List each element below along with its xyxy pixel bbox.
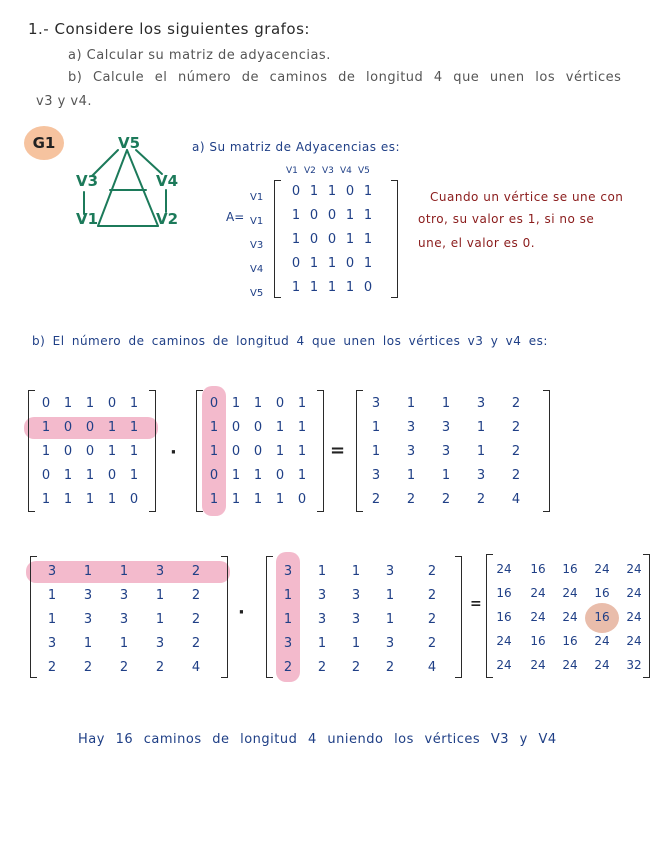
col-header: V1 bbox=[286, 166, 298, 176]
step1-matrix-right-cell: 0 bbox=[275, 396, 285, 411]
col-header: V2 bbox=[304, 166, 316, 176]
step2-result-cell: 24 bbox=[562, 658, 578, 672]
step1-result-bracket-right bbox=[543, 390, 550, 512]
adjacency-matrix-grid-cell: 1 bbox=[345, 232, 355, 247]
step2-result-cell: 24 bbox=[594, 658, 610, 672]
row-header: V1 bbox=[250, 192, 264, 203]
step1-matrix-left-cell: 1 bbox=[107, 420, 117, 435]
step2-result-cell: 24 bbox=[496, 634, 512, 648]
step1-dot: · bbox=[170, 442, 177, 463]
step1-result-cell: 3 bbox=[406, 420, 416, 435]
step1-matrix-right-cell: 1 bbox=[297, 396, 307, 411]
step1-matrix-left-cell: 0 bbox=[41, 396, 51, 411]
edge-v5-v2 bbox=[127, 150, 158, 226]
step2-matrix-left-bracket-right bbox=[221, 556, 228, 678]
step2-matrix-right-cell: 3 bbox=[385, 564, 395, 579]
step1-matrix-right-cell: 1 bbox=[231, 468, 241, 483]
step1-matrix-right-cell: 0 bbox=[253, 420, 263, 435]
step1-matrix-left-cell: 1 bbox=[107, 492, 117, 507]
step2-result-cell: 16 bbox=[594, 586, 610, 600]
step1-matrix-left-cell: 1 bbox=[129, 396, 139, 411]
step2-matrix-right-cell: 3 bbox=[385, 636, 395, 651]
step2-matrix-left-bracket-left bbox=[30, 556, 37, 678]
step1-result-cell: 2 bbox=[406, 492, 416, 507]
edge-v5-v4 bbox=[136, 150, 162, 174]
step2-matrix-left-cell: 3 bbox=[155, 636, 165, 651]
adjacency-matrix-grid-bracket-right bbox=[391, 180, 398, 298]
step1-matrix-right-cell: 0 bbox=[209, 468, 219, 483]
step1-matrix-right-cell: 1 bbox=[253, 468, 263, 483]
step1-result-cell: 1 bbox=[371, 444, 381, 459]
step2-result-cell: 16 bbox=[530, 634, 546, 648]
step1-matrix-left-cell: 1 bbox=[107, 444, 117, 459]
step1-matrix-right-cell: 0 bbox=[275, 468, 285, 483]
answer-b-heading: b) El número de caminos de longitud 4 que unen los vértices v3 y v4 es: bbox=[32, 334, 548, 348]
problem-title: 1.- Considere los siguientes grafos: bbox=[28, 20, 310, 38]
step2-matrix-left-cell: 3 bbox=[83, 612, 93, 627]
step1-matrix-left-cell: 0 bbox=[63, 444, 73, 459]
step1-result-cell: 2 bbox=[511, 420, 521, 435]
adjacency-matrix-grid-cell: 1 bbox=[363, 208, 373, 223]
adjacency-matrix-grid-cell: 1 bbox=[327, 184, 337, 199]
adjacency-matrix-grid-cell: 1 bbox=[363, 256, 373, 271]
conclusion: Hay 16 caminos de longitud 4 uniendo los vértices V3 y V4 bbox=[78, 732, 557, 747]
step1-matrix-left-cell: 1 bbox=[41, 420, 51, 435]
row-header: V1 bbox=[250, 216, 264, 227]
note-line1: Cuando un vértice se une con bbox=[430, 190, 624, 204]
step2-matrix-right-cell: 3 bbox=[283, 564, 293, 579]
col-header: V4 bbox=[340, 166, 352, 176]
step1-matrix-right-cell: 1 bbox=[253, 492, 263, 507]
step2-matrix-right-cell: 2 bbox=[427, 588, 437, 603]
step1-matrix-right-cell: 0 bbox=[253, 444, 263, 459]
step2-matrix-right-bracket-right bbox=[455, 556, 462, 678]
step1-matrix-right-cell: 1 bbox=[209, 492, 219, 507]
step2-result-cell: 16 bbox=[530, 562, 546, 576]
note-line3: une, el valor es 0. bbox=[418, 236, 536, 250]
step2-matrix-right-cell: 2 bbox=[317, 660, 327, 675]
step1-result bbox=[356, 390, 550, 512]
step2-matrix-left-cell: 3 bbox=[83, 588, 93, 603]
step2-matrix-right bbox=[266, 556, 462, 678]
step1-matrix-left-cell: 1 bbox=[63, 396, 73, 411]
vertex-v5: V5 bbox=[118, 134, 141, 152]
adjacency-matrix-grid-cell: 1 bbox=[327, 280, 337, 295]
adjacency-matrix-grid-cell: 0 bbox=[291, 184, 301, 199]
step1-matrix-left-cell: 0 bbox=[85, 420, 95, 435]
step1-matrix-right-cell: 0 bbox=[209, 396, 219, 411]
step2-matrix-right-cell: 3 bbox=[317, 612, 327, 627]
step2-result-cell: 24 bbox=[626, 634, 642, 648]
step1-matrix-left-cell: 0 bbox=[129, 492, 139, 507]
step2-result-cell: 24 bbox=[626, 586, 642, 600]
step2-result-cell: 16 bbox=[496, 610, 512, 624]
step2-matrix-left-cell: 2 bbox=[47, 660, 57, 675]
step2-matrix-left-cell: 1 bbox=[119, 564, 129, 579]
step2-matrix-right-cell: 1 bbox=[385, 588, 395, 603]
step2-result-cell: 24 bbox=[530, 610, 546, 624]
step1-matrix-right-cell: 1 bbox=[275, 420, 285, 435]
step2-matrix-left-cell: 2 bbox=[191, 612, 201, 627]
step1-matrix-right-cell: 1 bbox=[231, 492, 241, 507]
answer-a-heading: a) Su matriz de Adyacencias es: bbox=[192, 140, 401, 154]
problem-part-a: a) Calcular su matriz de adyacencias. bbox=[68, 48, 331, 63]
step2-matrix-right-cell: 3 bbox=[351, 588, 361, 603]
step1-matrix-right-cell: 1 bbox=[297, 468, 307, 483]
step1-result-cell: 3 bbox=[441, 420, 451, 435]
step2-result-cell: 16 bbox=[562, 562, 578, 576]
adjacency-matrix-grid-cell: 1 bbox=[309, 256, 319, 271]
step1-result-cell: 2 bbox=[441, 492, 451, 507]
step2-result-cell: 24 bbox=[626, 610, 642, 624]
step2-matrix-left-cell: 2 bbox=[83, 660, 93, 675]
step2-matrix-left-cell: 3 bbox=[155, 564, 165, 579]
step1-matrix-left-cell: 0 bbox=[63, 420, 73, 435]
step2-matrix-right-cell: 3 bbox=[351, 612, 361, 627]
step2-result-cell: 24 bbox=[562, 586, 578, 600]
step1-matrix-right-bracket-right bbox=[317, 390, 324, 512]
edge-v5-v1 bbox=[98, 150, 127, 226]
step1-result-cell: 3 bbox=[406, 444, 416, 459]
step1-matrix-right-cell: 1 bbox=[297, 444, 307, 459]
row-header: V4 bbox=[250, 264, 264, 275]
step1-matrix-left-cell: 1 bbox=[129, 420, 139, 435]
row-header: V3 bbox=[250, 240, 264, 251]
step2-result-cell: 24 bbox=[496, 562, 512, 576]
step2-result-cell: 24 bbox=[594, 562, 610, 576]
vertex-v4: V4 bbox=[156, 172, 179, 190]
col-header: V5 bbox=[358, 166, 370, 176]
row-header: V5 bbox=[250, 288, 264, 299]
step2-matrix-right-cell: 2 bbox=[427, 636, 437, 651]
step2-dot: · bbox=[238, 602, 245, 623]
adjacency-matrix-grid-cell: 1 bbox=[363, 232, 373, 247]
adjacency-matrix-grid-cell: 1 bbox=[363, 184, 373, 199]
step1-matrix-right bbox=[196, 390, 324, 512]
adjacency-matrix-grid-cell: 1 bbox=[291, 280, 301, 295]
step1-equals: = bbox=[330, 440, 346, 461]
adjacency-matrix-grid-cell: 1 bbox=[309, 184, 319, 199]
step1-matrix-right-cell: 0 bbox=[231, 420, 241, 435]
step1-matrix-right-cell: 1 bbox=[209, 420, 219, 435]
step2-equals: = bbox=[470, 596, 482, 612]
step2-result-cell: 24 bbox=[496, 658, 512, 672]
step1-matrix-left bbox=[28, 390, 156, 512]
step2-result-cell: 24 bbox=[530, 586, 546, 600]
step2-result-cell: 24 bbox=[530, 658, 546, 672]
step2-matrix-left-cell: 2 bbox=[155, 660, 165, 675]
step1-matrix-left-cell: 0 bbox=[85, 444, 95, 459]
step1-matrix-left-bracket-right bbox=[149, 390, 156, 512]
step2-result-cell: 16 bbox=[496, 586, 512, 600]
step2-matrix-right-cell: 1 bbox=[317, 636, 327, 651]
step2-matrix-left bbox=[30, 556, 228, 678]
step1-matrix-left-cell: 1 bbox=[85, 492, 95, 507]
step2-result-cell: 24 bbox=[594, 634, 610, 648]
step2-matrix-right-bracket-left bbox=[266, 556, 273, 678]
adjacency-matrix-grid-cell: 0 bbox=[327, 232, 337, 247]
step1-result-cell: 3 bbox=[441, 444, 451, 459]
adjacency-matrix-grid-cell: 0 bbox=[345, 184, 355, 199]
vertex-v2: V2 bbox=[156, 210, 179, 228]
adjacency-matrix-grid-bracket-left bbox=[274, 180, 281, 298]
adjacency-matrix-grid-cell: 1 bbox=[309, 280, 319, 295]
step1-matrix-right-cell: 1 bbox=[275, 444, 285, 459]
step2-matrix-right-cell: 1 bbox=[283, 588, 293, 603]
step1-matrix-right-cell: 0 bbox=[231, 444, 241, 459]
step2-matrix-right-cell: 1 bbox=[385, 612, 395, 627]
step1-matrix-right-cell: 0 bbox=[297, 492, 307, 507]
step2-matrix-right-cell: 3 bbox=[317, 588, 327, 603]
matrix-a-label: A= bbox=[226, 210, 245, 224]
step2-result-cell: 24 bbox=[626, 562, 642, 576]
step1-result-cell: 2 bbox=[476, 492, 486, 507]
step2-matrix-left-cell: 2 bbox=[191, 564, 201, 579]
adjacency-matrix-grid-cell: 0 bbox=[291, 256, 301, 271]
adjacency-matrix-grid-cell: 0 bbox=[363, 280, 373, 295]
step2-matrix-left-cell: 1 bbox=[119, 636, 129, 651]
step2-matrix-right-cell: 2 bbox=[427, 612, 437, 627]
step1-result-bracket-left bbox=[356, 390, 363, 512]
step1-matrix-left-cell: 0 bbox=[107, 396, 117, 411]
step2-matrix-left-cell: 1 bbox=[155, 612, 165, 627]
step2-result-cell: 24 bbox=[562, 610, 578, 624]
step1-matrix-left-cell: 1 bbox=[41, 492, 51, 507]
step1-result-cell: 4 bbox=[511, 492, 521, 507]
step2-result-cell: 16 bbox=[594, 610, 610, 624]
adjacency-matrix-grid bbox=[274, 180, 398, 298]
step2-matrix-right-cell: 1 bbox=[351, 636, 361, 651]
step1-result-cell: 2 bbox=[511, 396, 521, 411]
problem-part-b-line2: v3 y v4. bbox=[36, 94, 93, 109]
step2-matrix-left-cell: 4 bbox=[191, 660, 201, 675]
step1-result-cell: 2 bbox=[371, 492, 381, 507]
step1-matrix-left-cell: 0 bbox=[107, 468, 117, 483]
step1-matrix-right-cell: 1 bbox=[297, 420, 307, 435]
step1-result-cell: 1 bbox=[476, 420, 486, 435]
step2-matrix-right-cell: 2 bbox=[283, 660, 293, 675]
step1-result-cell: 1 bbox=[406, 468, 416, 483]
col-header: V3 bbox=[322, 166, 334, 176]
adjacency-matrix-grid-cell: 1 bbox=[345, 208, 355, 223]
step1-result-cell: 1 bbox=[476, 444, 486, 459]
step2-matrix-left-cell: 1 bbox=[83, 636, 93, 651]
step1-result-cell: 1 bbox=[406, 396, 416, 411]
step1-result-cell: 3 bbox=[371, 396, 381, 411]
step2-matrix-right-cell: 4 bbox=[427, 660, 437, 675]
step2-matrix-left-cell: 3 bbox=[119, 612, 129, 627]
step1-result-cell: 1 bbox=[441, 468, 451, 483]
step2-matrix-left-cell: 3 bbox=[47, 564, 57, 579]
step1-matrix-right-cell: 1 bbox=[275, 492, 285, 507]
adjacency-matrix-grid-cell: 0 bbox=[345, 256, 355, 271]
step1-result-cell: 2 bbox=[511, 468, 521, 483]
step1-matrix-left-cell: 1 bbox=[63, 492, 73, 507]
step1-result-cell: 3 bbox=[371, 468, 381, 483]
step1-matrix-left-cell: 1 bbox=[85, 396, 95, 411]
step1-result-cell: 1 bbox=[371, 420, 381, 435]
vertex-v1: V1 bbox=[76, 210, 99, 228]
step1-matrix-left-cell: 1 bbox=[63, 468, 73, 483]
step2-matrix-right-cell: 3 bbox=[283, 636, 293, 651]
step2-result bbox=[486, 554, 650, 678]
vertex-v3: V3 bbox=[76, 172, 99, 190]
adjacency-matrix-grid-cell: 1 bbox=[291, 208, 301, 223]
step2-result-cell: 16 bbox=[562, 634, 578, 648]
note-line2: otro, su valor es 1, si no se bbox=[418, 212, 595, 226]
adjacency-matrix-grid-cell: 0 bbox=[309, 232, 319, 247]
step1-result-cell: 3 bbox=[476, 396, 486, 411]
step2-matrix-left-cell: 2 bbox=[119, 660, 129, 675]
step1-matrix-left-cell: 0 bbox=[41, 468, 51, 483]
step2-matrix-left-cell: 1 bbox=[155, 588, 165, 603]
step1-matrix-left-cell: 1 bbox=[129, 444, 139, 459]
step1-matrix-left-cell: 1 bbox=[85, 468, 95, 483]
step2-matrix-left-cell: 2 bbox=[191, 588, 201, 603]
step2-matrix-left-cell: 1 bbox=[47, 612, 57, 627]
step1-matrix-right-cell: 1 bbox=[209, 444, 219, 459]
step1-result-cell: 2 bbox=[511, 444, 521, 459]
step2-matrix-right-cell: 1 bbox=[351, 564, 361, 579]
step2-matrix-right-cell: 1 bbox=[283, 612, 293, 627]
step2-matrix-left-cell: 2 bbox=[191, 636, 201, 651]
step1-result-cell: 3 bbox=[476, 468, 486, 483]
adjacency-matrix-grid-cell: 0 bbox=[327, 208, 337, 223]
step2-matrix-left-cell: 1 bbox=[47, 588, 57, 603]
adjacency-matrix-grid-cell: 1 bbox=[345, 280, 355, 295]
graph-badge: G1 bbox=[24, 126, 64, 160]
step2-matrix-left-cell: 3 bbox=[119, 588, 129, 603]
step1-matrix-left-cell: 1 bbox=[129, 468, 139, 483]
step1-matrix-left-cell: 1 bbox=[41, 444, 51, 459]
step2-matrix-right-cell: 2 bbox=[385, 660, 395, 675]
adjacency-matrix-grid-cell: 1 bbox=[291, 232, 301, 247]
step2-matrix-left-cell: 3 bbox=[47, 636, 57, 651]
step2-matrix-right-cell: 1 bbox=[317, 564, 327, 579]
adjacency-matrix-grid-cell: 1 bbox=[327, 256, 337, 271]
step2-result-cell: 32 bbox=[626, 658, 642, 672]
step1-matrix-right-cell: 1 bbox=[253, 396, 263, 411]
step2-matrix-left-cell: 1 bbox=[83, 564, 93, 579]
step1-result-cell: 1 bbox=[441, 396, 451, 411]
step2-matrix-right-cell: 2 bbox=[427, 564, 437, 579]
adjacency-matrix-grid-cell: 0 bbox=[309, 208, 319, 223]
step1-matrix-right-cell: 1 bbox=[231, 396, 241, 411]
problem-part-b-line1: b) Calcule el número de caminos de longitud 4 que unen los vértices bbox=[68, 70, 622, 85]
step2-matrix-right-cell: 2 bbox=[351, 660, 361, 675]
